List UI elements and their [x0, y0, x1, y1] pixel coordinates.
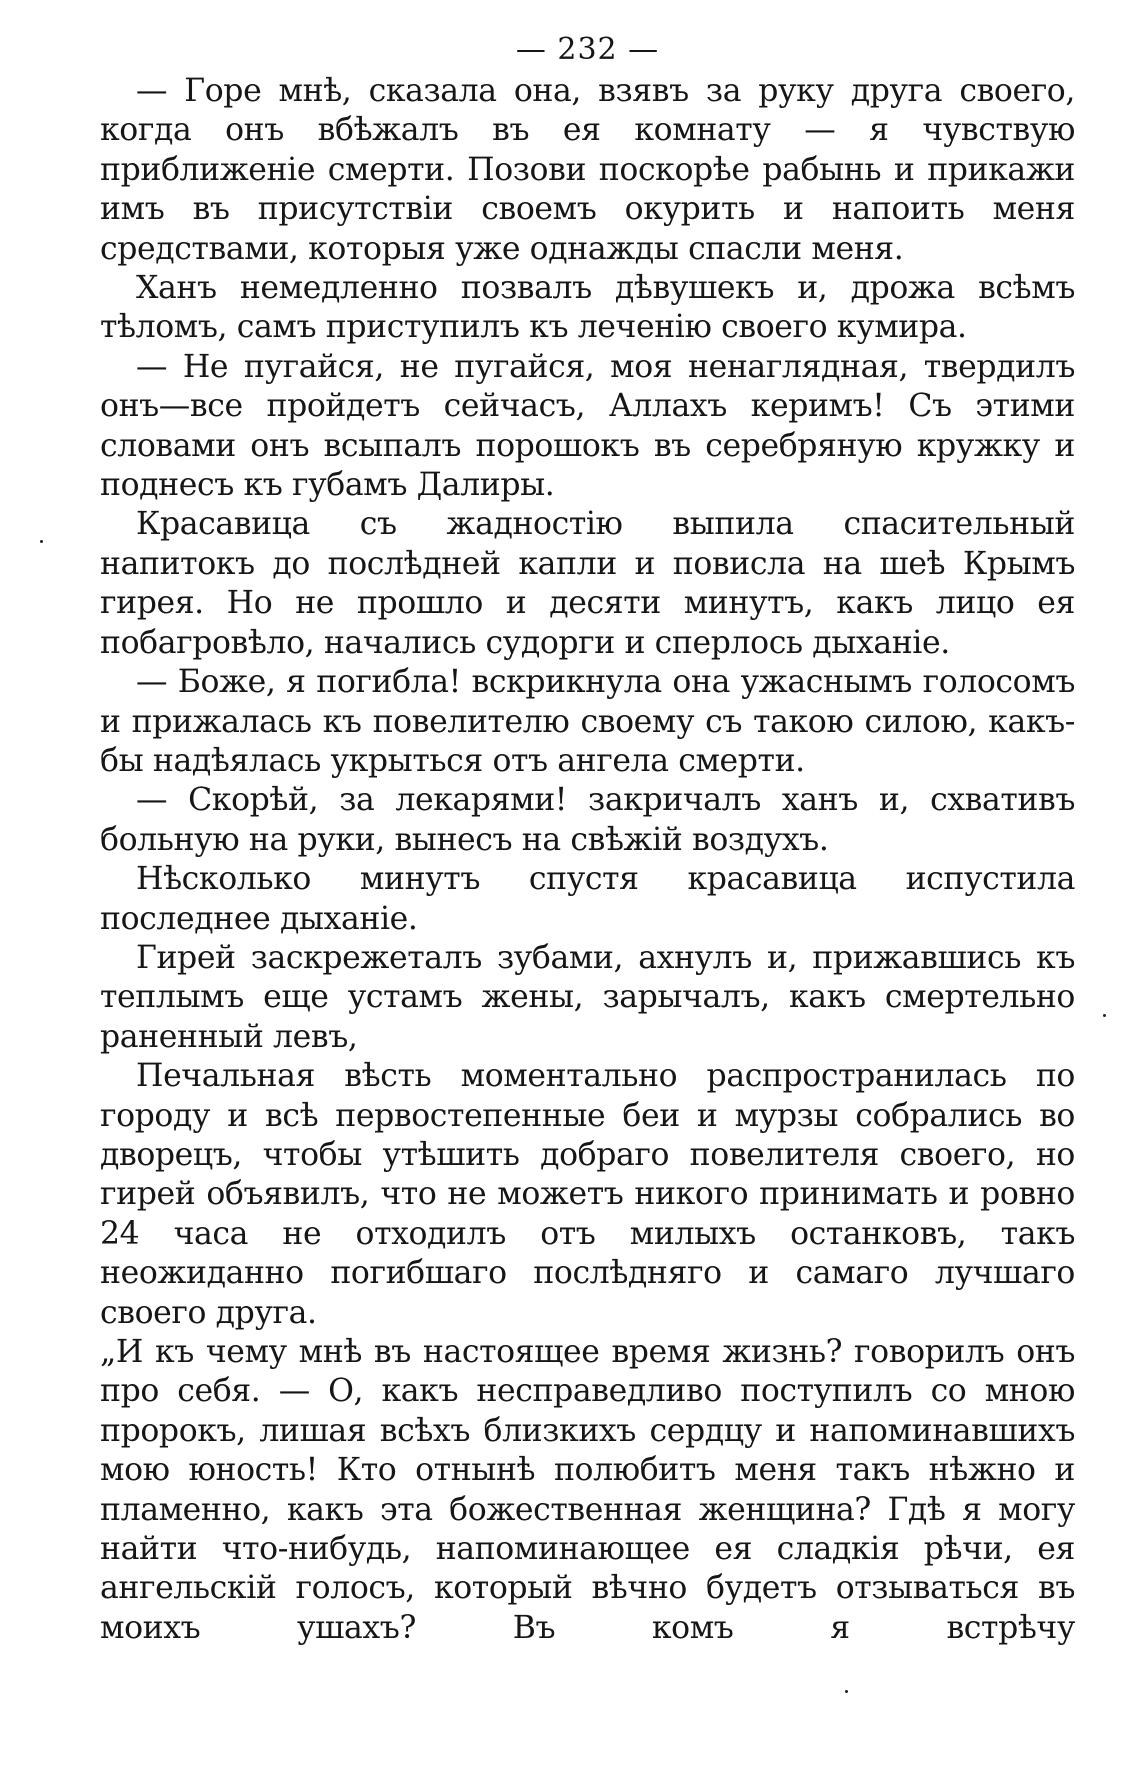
- paragraph-5: — Боже, я погибла! вскрикнула она ужаснымъ голосомъ и прижалась къ повелителю своему съ такою силою, какъ-бы надѣялась укрыться отъ ангела смерти.: [100, 664, 1075, 779]
- scan-speck-right: [1103, 1014, 1106, 1017]
- page-number: — 232 —: [515, 32, 660, 67]
- page-text-body: [100, 72, 1075, 1648]
- paragraph-9: Печальная вѣсть моментально распространилась по городу и всѣ первостепенные беи и мурзы собрались во дворецъ, чтобы утѣшить добраго повелителя своего, но гирей объявилъ, что не можетъ никого принимать и ровно 24 часа не отходилъ отъ милыхъ останковъ, такъ неожиданно погибшаго послѣдняго и самаго лучшаго своего друга.: [100, 1058, 1075, 1331]
- book-page: [100, 30, 1075, 1648]
- scan-speck-left: [40, 540, 43, 543]
- scan-speck-bottom: [845, 1690, 848, 1693]
- paragraph-1: — Горе мнѣ, сказала она, взявъ за руку друга своего, когда онъ вбѣжалъ въ ея комнату — я чувствую приближеніе смерти. Позови поскорѣе рабынь и прикажи имъ въ присутствіи своемъ окурить и напоить меня средствами, которыя уже однажды спасли меня.: [100, 73, 1075, 267]
- paragraph-2: Ханъ немедленно позвалъ дѣвушекъ и, дрожа всѣмъ тѣломъ, самъ приступилъ къ леченію своего кумира.: [100, 270, 1075, 346]
- paragraph-7: Нѣсколько минутъ спустя красавица испустила последнее дыханіе.: [100, 861, 1075, 937]
- paragraph-6: — Скорѣй, за лекарями! закричалъ ханъ и, схвативъ больную на руки, вынесъ на свѣжій воздухъ.: [100, 782, 1075, 858]
- paragraph-3: — Не пугайся, не пугайся, моя ненаглядная, твердилъ онъ—все пройдетъ сейчасъ, Аллахъ керимъ! Съ этими словами онъ всыпалъ порошокъ въ серебряную кружку и поднесъ къ губамъ Далиры.: [100, 348, 1075, 504]
- paragraph-8: Гирей заскрежеталъ зубами, ахнулъ и, прижавшись къ теплымъ еще устамъ жены, зарычалъ, какъ смертельно раненный левъ,: [100, 939, 1075, 1055]
- paragraph-4: Красавица съ жадностію выпила спасительный напитокъ до послѣдней капли и повисла на шеѣ Крымъ гирея. Но не прошло и десяти минутъ, какъ лицо ея побагровѣло, начались судорги и сперлось дыханіе.: [100, 506, 1075, 661]
- paragraph-10: „И къ чему мнѣ въ настоящее время жизнь? говорилъ онъ про себя. — О, какъ несправедливо поступилъ со мною пророкъ, лишая всѣхъ близкихъ сердцу и напоминавшихъ мою юность! Кто отнынѣ полюбитъ меня такъ нѣжно и пламенно, какъ эта божественная женщина? Гдѣ я могу найти что-нибудь, напоминающее ея сладкія рѣчи, ея ангельскій голосъ, который вѣчно будетъ отзываться въ моихъ ушахъ? Въ комъ я встрѣчу: [100, 1334, 1075, 1646]
